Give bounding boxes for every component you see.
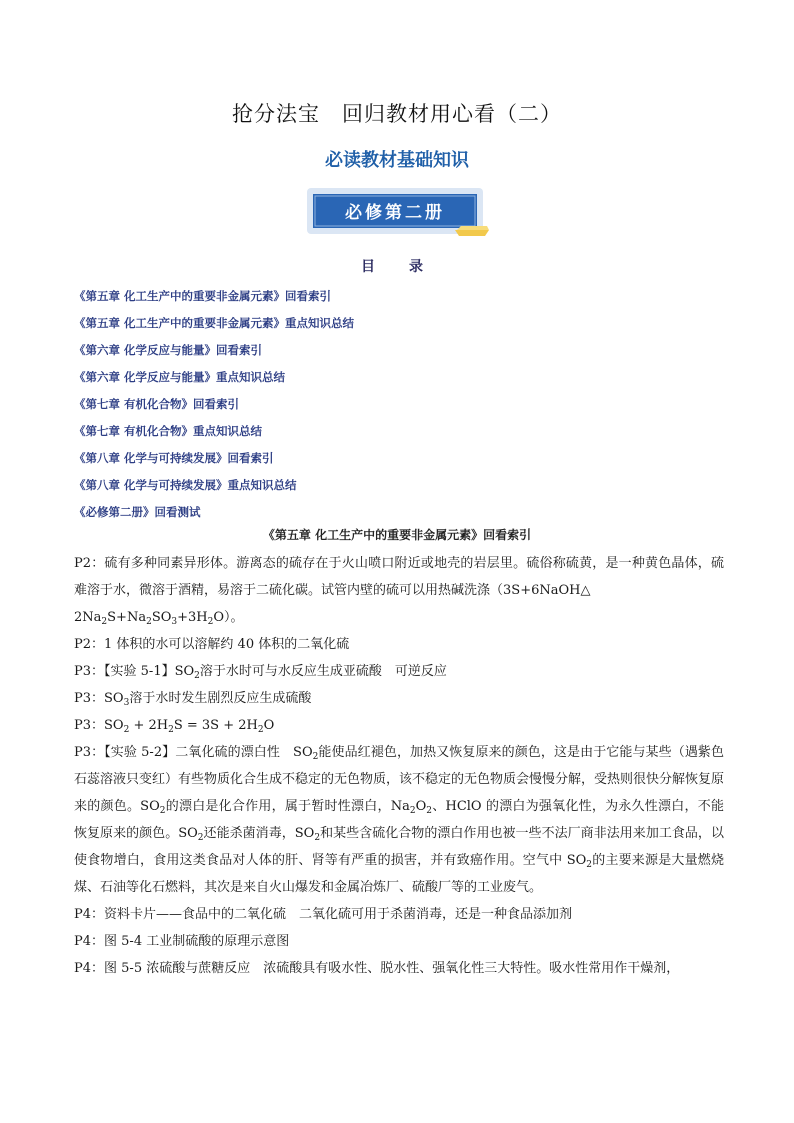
toc-item[interactable]: 《第六章 化学反应与能量》重点知识总结 <box>74 370 286 384</box>
paragraph-equation: P3：$SO_2 + 2H_2S = 3S + 2H_2O$ <box>74 718 275 735</box>
banner-label: 必修第二册 <box>345 203 445 223</box>
section-body <box>74 550 724 982</box>
section-heading: 《第五章 化工生产中的重要非金属元素》回看索引 <box>262 528 532 542</box>
page-title: 抢分法宝 回归教材用心看（二） <box>232 102 562 126</box>
toc-item[interactable]: 《第八章 化学与可持续发展》回看索引 <box>74 451 274 465</box>
paragraph-so3: P3：$SO_3$溶于水时发生剧烈反应生成硫酸 <box>74 691 312 708</box>
paragraph-data-card: P4：资料卡片——食品中的二氧化硫 二氧化硫可用于杀菌消毒，还是一种食品添加剂 <box>74 907 573 922</box>
paragraph-figure-5-4: P4：图 5-4 工业制硫酸的原理示意图 <box>74 934 290 949</box>
toc-item[interactable]: 《第五章 化工生产中的重要非金属元素》重点知识总结 <box>74 316 355 330</box>
table-of-contents <box>74 285 734 528</box>
paragraph-figure-5-5: P4：图 5-5 浓硫酸与蔗糖反应 浓硫酸具有吸水性、脱水性、强氧化性三大特性。吸水性常用作干燥剂， <box>74 961 680 976</box>
toc-item[interactable]: 《第七章 有机化合物》重点知识总结 <box>74 424 263 438</box>
toc-item[interactable]: 《第五章 化工生产中的重要非金属元素》回看索引 <box>74 289 332 303</box>
toc-title: 目 录 <box>361 259 433 275</box>
paragraph-experiment-5-2: P3：【实验 5-2】二氧化硫的漂白性 $SO_2$能使品红褪色，加热又恢复原来的颜色，这是由于它能与某些（遇紫色石蕊溶液只变红）有些物质化合生成不稳定的无色物质，该不稳定的无色物质会慢慢分解，受热则很快分解恢复原来的颜色。$SO_2$的漂白是化合作用，属于暂时性漂白，$Na_2O_2$、HClO 的漂白为强氧化性，为永久性漂白，不能恢复原来的颜色。$SO_2$还能杀菌消毒，$SO_2$和某些含硫化合物的漂白作用也被一些不法厂商非法用来加工食品，以使食物增白，食用这类食品对人体的肝、肾等有严重的损害，并有致癌作用。空气中 $SO_2$的主要来源是大量燃烧煤、石油等化石燃料，其次是来自火山爆发和金属冶炼厂、硫酸厂等的工业废气。 <box>74 745 725 895</box>
paragraph-experiment-5-1: P3：【实验 5-1】$SO_2$溶于水时可与水反应生成亚硫酸 可逆反应 <box>74 664 447 681</box>
toc-item[interactable]: 《第七章 有机化合物》回看索引 <box>74 397 240 411</box>
paragraph-sulfur: P2：硫有多种同素异形体。游离态的硫存在于火山喷口附近或地壳的岩层里。硫俗称硫黄，是一种黄色晶体，硫难溶于水，微溶于酒精，易溶于二硫化碳。试管内壁的硫可以用热碱洗涤（3S+6NaOH△ $2Na_2S+Na_2SO_3+3H_2O$）。 <box>74 556 724 627</box>
toc-item[interactable]: 《第八章 化学与可持续发展》重点知识总结 <box>74 478 297 492</box>
toc-item[interactable]: 《第六章 化学反应与能量》回看索引 <box>74 343 263 357</box>
banner-graphic <box>305 186 491 242</box>
paragraph-so2-solubility: P2：1 体积的水可以溶解约 40 体积的二氧化硫 <box>74 637 350 652</box>
toc-item[interactable]: 《必修第二册》回看测试 <box>74 505 201 519</box>
page-subtitle: 必读教材基础知识 <box>325 150 469 171</box>
